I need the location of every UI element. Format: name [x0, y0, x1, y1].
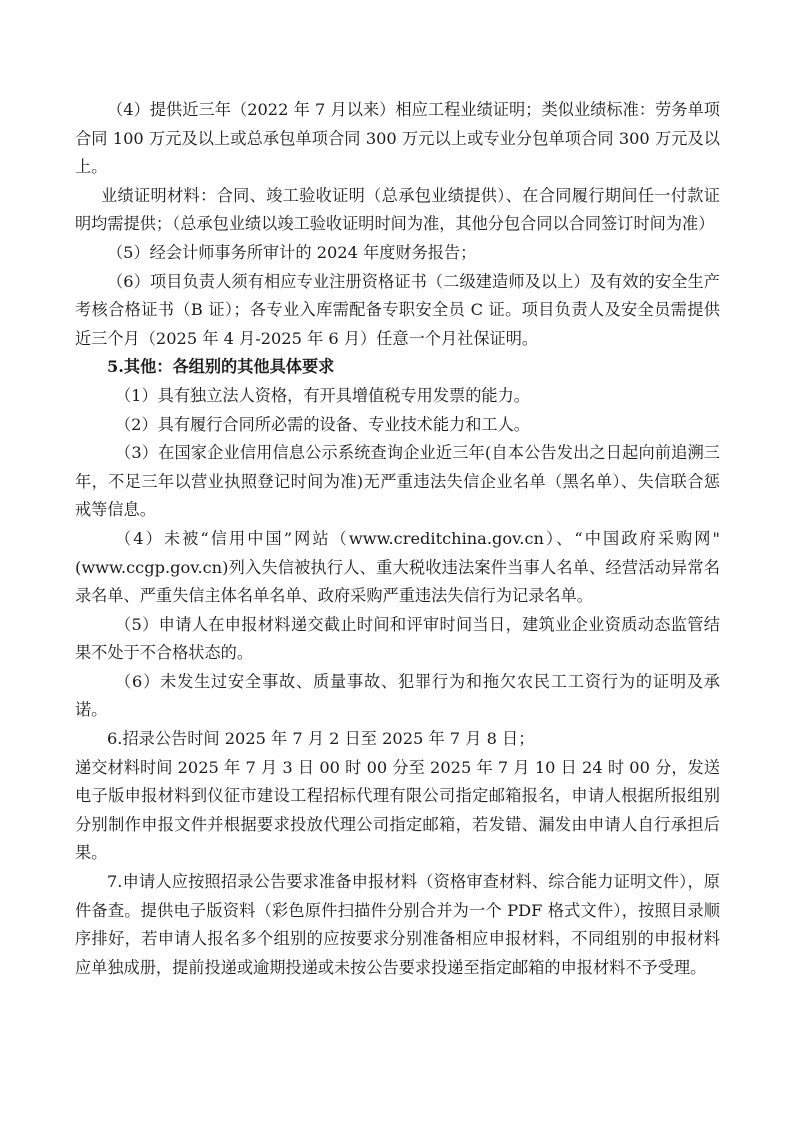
- paragraph-financial-report: （5）经会计师事务所审计的 2024 年度财务报告；: [107, 242, 477, 262]
- paragraph-project-manager: （6）项目负责人须有相应专业注册资格证书（二级建造师及以上）及有效的安全生产考核合格证书（B 证）；各专业入库需配备专职安全员 C 证。项目负责人及安全员需提供近三个月（2025 年 4 月-2025 年 6 月）任意一个月社保证明。: [75, 271, 720, 348]
- paragraph-credit-check: （3）在国家企业信用信息公示系统查询企业近三年(自本公告发出之日起向前追溯三年，不足三年以营业执照登记时间为准)无严重违法失信企业名单（黑名单）、失信联合惩戒等信息。: [75, 443, 720, 520]
- paragraph-equipment: （2）具有履行合同所必需的设备、专业技术能力和工人。: [115, 414, 530, 434]
- paragraph-submission-time: 递交材料时间 2025 年 7 月 3 日 00 时 00 分至 2025 年 7 月 10 日 24 时 00 分，发送电子版申报材料到仪征市建设工程招标代理有限公司指定邮箱报名，申请人根据所报组别分别制作申报文件并根据要求投放代理公司指定邮箱，若发错、漏发由申请人自行承担后果。: [75, 757, 720, 863]
- paragraph-no-accidents: （6）未发生过安全事故、质量事故、犯罪行为和拖欠农民工工资行为的证明及承诺。: [75, 671, 720, 720]
- paragraph-performance-proof: （4）提供近三年（2022 年 7 月以来）相应工程业绩证明；类似业绩标准：劳务单项合同 100 万元及以上或总承包单项合同 300 万元以上或专业分包单项合同 300 万元及以上。: [75, 100, 720, 177]
- paragraph-announcement-time: 6.招录公告时间 2025 年 7 月 2 日至 2025 年 7 月 8 日；: [107, 729, 535, 749]
- paragraph-legal-entity: （1）具有独立法人资格，有开具增值税专用发票的能力。: [115, 385, 530, 405]
- paragraph-qualification-status: （5）申请人在申报材料递交截止时间和评审时间当日，建筑业企业资质动态监管结果不处于不合格状态的。: [75, 614, 720, 663]
- document-body: [75, 96, 720, 982]
- section-heading-other-requirements: 5.其他：各组别的其他具体要求: [107, 357, 335, 377]
- paragraph-credit-china: （4）未被“信用中国”网站（www.creditchina.gov.cn）、“中国政府采购网"(www.ccgp.gov.cn)列入失信被执行人、重大税收违法案件当事人名单、经营活动异常名录名单、严重失信主体名单名单、政府采购严重违法失信行为记录名单。: [75, 528, 720, 606]
- paragraph-application-materials: 7.申请人应按照招录公告要求准备申报材料（资格审查材料、综合能力证明文件），原件备查。提供电子版资料（彩色原件扫描件分别合并为一个 PDF 格式文件），按照目录顺序排好，若申请人报名多个组别的应按要求分别准备相应申报材料，不同组别的申报材料应单独成册，提前投递或逾期投递或未按公告要求投递至指定邮箱的申报材料不予受理。: [75, 872, 720, 977]
- paragraph-performance-materials: 业绩证明材料：合同、竣工验收证明（总承包业绩提供）、在合同履行期间任一付款证明均需提供；（总承包业绩以竣工验收证明时间为准，其他分包合同以合同签订时间为准）: [75, 185, 720, 234]
